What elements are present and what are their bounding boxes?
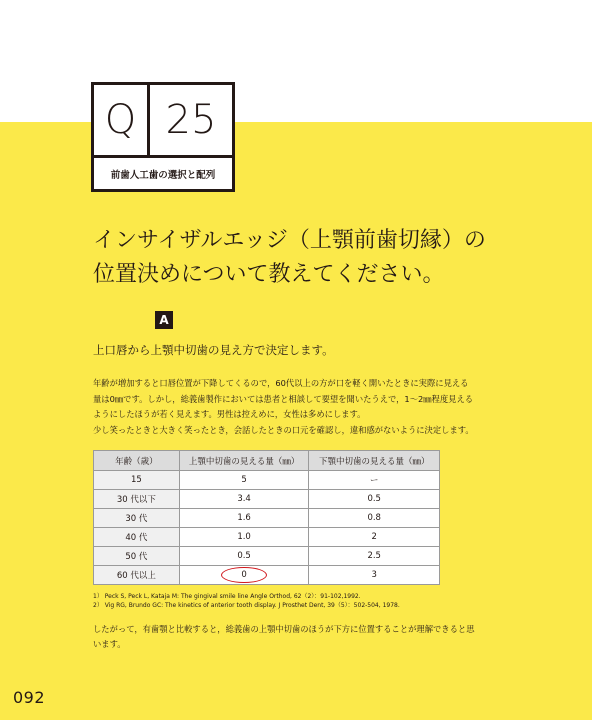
table-header-upper: 上顎中切歯の見える量（㎜）	[179, 451, 309, 471]
table-header-row	[94, 451, 440, 471]
conclusion-paragraph	[93, 622, 533, 652]
table-cell-age: 30 代以下	[94, 490, 180, 509]
conclusion-line: したがって，有歯顎と比較すると，総義歯の上顎中切歯のほうが下方に位置することが理解できると思	[93, 624, 475, 634]
conclusion-line: います。	[93, 639, 126, 649]
table-row	[94, 566, 440, 585]
table-cell-lower: 3	[309, 566, 440, 585]
table-cell-age: 15	[94, 471, 180, 490]
reference-item: 2） Vig RG, Brundo GC: The kinetics of anterior tooth display. J Prosthet Dent, 39（5）：502-504, 1978.	[93, 602, 400, 609]
visibility-table	[93, 450, 440, 585]
title-line-2: 位置決めについて教えてください。	[93, 262, 445, 287]
table-cell-age: 30 代	[94, 509, 180, 528]
table-cell-upper: 0.5	[179, 547, 309, 566]
table-cell-age: 50 代	[94, 547, 180, 566]
references	[93, 592, 400, 610]
question-letter: Q	[94, 85, 150, 155]
question-number: 25	[165, 97, 217, 143]
table-cell-age: 40 代	[94, 528, 180, 547]
paragraph-line: 少し笑ったときと大きく笑ったとき，会話したときの口元を確認し，違和感がないように決定します。	[93, 424, 474, 435]
paragraph-line: ようにしたほうが若く見えます。男性は控えめに，女性は多めにします。	[93, 409, 366, 419]
table-row	[94, 528, 440, 547]
reference-item: 1） Peck S, Peck L, Kataja M: The gingival smile line Angle Orthod, 62（2）：91-102,1992.	[93, 593, 361, 600]
table-cell-upper: 1.6	[179, 509, 309, 528]
table-row	[94, 490, 440, 509]
table-header-age: 年齢（歳）	[94, 451, 180, 471]
table-cell-lower: ー	[309, 471, 440, 490]
table-cell-age: 60 代以上	[94, 566, 180, 585]
table-cell-lower: 2	[309, 528, 440, 547]
table-cell-lower: 0.8	[309, 509, 440, 528]
page-number: 092	[13, 688, 46, 707]
question-category: 前歯人工歯の選択と配列	[94, 155, 232, 189]
table-cell-lower: 0.5	[309, 490, 440, 509]
title-line-1: インサイザルエッジ（上顎前歯切縁）の	[93, 228, 486, 253]
table-cell-upper: 3.4	[179, 490, 309, 509]
paragraph-line: 年齢が増加すると口唇位置が下降してくるので，60代以上の方が口を軽く開いたときに実際に見える	[93, 378, 469, 388]
table-cell-upper: 5	[179, 471, 309, 490]
table-row	[94, 509, 440, 528]
explanation-paragraph	[93, 376, 533, 438]
table-row	[94, 471, 440, 490]
table-cell-lower: 2.5	[309, 547, 440, 566]
paragraph-line: 量は0㎜です。しかし，総義歯製作においては患者と相談して要望を聞いたうえで，1～2㎜程度見える	[93, 393, 474, 404]
table-cell-upper-highlighted	[179, 566, 309, 585]
page-title	[93, 224, 553, 292]
answer-badge: A	[155, 311, 173, 329]
answer-summary: 上口唇から上顎中切歯の見え方で決定します。	[93, 343, 334, 357]
table-header-lower: 下顎中切歯の見える量（㎜）	[309, 451, 440, 471]
table-row	[94, 547, 440, 566]
red-circle-highlight: 0	[221, 567, 267, 583]
question-header-box	[91, 82, 235, 192]
table-cell-upper: 1.0	[179, 528, 309, 547]
